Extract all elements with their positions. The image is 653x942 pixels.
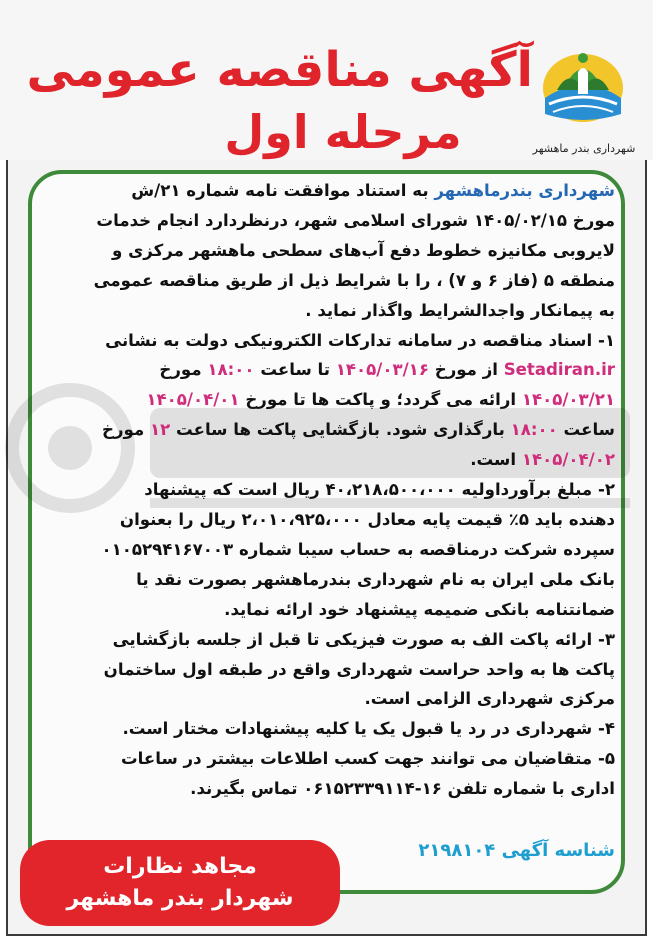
body-text-segment: ۱۸:۰۰ [207,360,255,380]
signer-title: شهردار بندر ماهشهر [66,886,294,911]
body-text-segment: ۱- اسناد مناقصه در سامانه تدارکات الکترونیکی دولت به نشانی [105,330,615,350]
body-text-segment: ۱۴۰۵/۰۴/۰۲ [521,450,615,470]
body-text-segment: اداری با شماره تلفن ۱۶-۰۶۱۵۲۳۳۹۱۱۴ تماس بگیرند. [190,779,615,799]
body-text-segment: ۴- شهرداری در رد یا قبول یک یا کلیه پیشنهادات مختار است. [122,719,615,739]
body-line [38,565,615,595]
body-text-segment: لایروبی مکانیزه خطوط دفع آب‌های سطحی ماهشهر مرکزی و [111,240,615,260]
body-line [38,535,615,565]
body-text-segment: ۵- متقاضیان می توانند جهت کسب اطلاعات بیشتر در ساعات [120,749,615,769]
body-text-segment: از مورخ [428,360,504,380]
body-line [38,355,615,385]
body-text-segment: مورخ ۱۴۰۵/۰۲/۱۵ شورای اسلامی شهر، درنظردارد انجام خدمات [96,210,615,230]
body-line [38,684,615,714]
body-text-segment: بانک ملی ایران به نام شهرداری بندرماهشهر بصورت نقد یا [136,569,615,589]
body-line [38,744,615,774]
body-text-segment: ۲- مبلغ برآورداولیه ۴۰،۲۱۸،۵۰۰،۰۰۰ ریال است که پیشنهاد [144,480,615,500]
body-line [38,266,615,296]
body-text-segment: سپرده شرکت درمناقصه به حساب سیبا شماره ۰۱۰۵۲۹۴۱۶۷۰۰۳ [101,539,615,559]
body-text-segment: مورخ [102,420,150,440]
body-line [38,206,615,236]
body-line [38,296,615,326]
body-text-segment: منطقه ۵ (فاز ۶ و ۷) ، را با شرایط ذیل از طریق مناقصه عمومی [93,270,615,290]
body-text-segment: بارگذاری شود. بازگشایی پاکت ها ساعت [170,420,511,440]
body-text-segment: ساعت [557,420,615,440]
body-line [38,595,615,625]
body-text-segment: ۳- ارائه پاکت الف به صورت فیزیکی تا قبل از جلسه بازگشایی [112,629,615,649]
body-text-segment: ۱۲ [150,420,171,440]
body-text-segment: ۱۴۰۵/۰۳/۲۱ [521,390,615,410]
notice-body [38,176,615,804]
body-text-segment: مرکزی شهرداری الزامی است. [364,689,615,709]
body-line [38,625,615,655]
body-text-segment: شهرداری بندرماهشهر [434,181,615,200]
body-line [38,176,615,206]
body-line [38,475,615,505]
body-text-segment: ضمانتنامه بانکی ضمیمه پیشنهاد خود ارائه نماید. [224,599,615,619]
body-line [38,236,615,266]
body-line [38,714,615,744]
body-line [38,326,615,356]
body-text-segment: به استناد موافقت نامه شماره ۲۱/ش [131,181,435,200]
body-text-segment: است. [470,450,522,470]
body-line [38,774,615,804]
body-text-segment: به پیمانکار واجدالشرایط واگذار نماید . [305,300,615,320]
body-text-segment: Setadiran.ir [503,360,615,380]
body-line [38,445,615,475]
body-line [38,415,615,445]
body-line [38,655,615,685]
body-text-segment: ۱۴۰۵/۰۳/۱۶ [335,360,429,380]
ad-code: شناسه آگهی ۲۱۹۸۱۰۴ [418,840,615,861]
body-text-segment: تا ساعت [254,360,336,380]
logo-caption: شهرداری بندر ماهشهر [532,142,636,155]
page-title: آگهی مناقصه عمومی [26,42,533,98]
body-text-segment: مورخ [159,360,208,380]
municipality-emblem-icon [535,42,631,126]
signer-name: مجاهد نظارات [103,854,257,879]
body-text-segment: ۱۴۰۵/۰۴/۰۱ [146,390,240,410]
body-text-segment: پاکت ها به واحد حراست شهرداری واقع در طبقه اول ساختمان [103,659,615,679]
body-line [38,385,615,415]
page-subtitle: مرحله اول [224,105,462,159]
body-line [38,505,615,535]
body-text-segment: دهنده باید ۵٪ قیمت پایه معادل ۲،۰۱۰،۹۲۵،۰۰۰ ریال را بعنوان [119,509,615,529]
body-text-segment: ۱۸:۰۰ [510,420,558,440]
body-text-segment: ارائه می گردد؛ و پاکت ها تا مورخ [239,390,522,410]
